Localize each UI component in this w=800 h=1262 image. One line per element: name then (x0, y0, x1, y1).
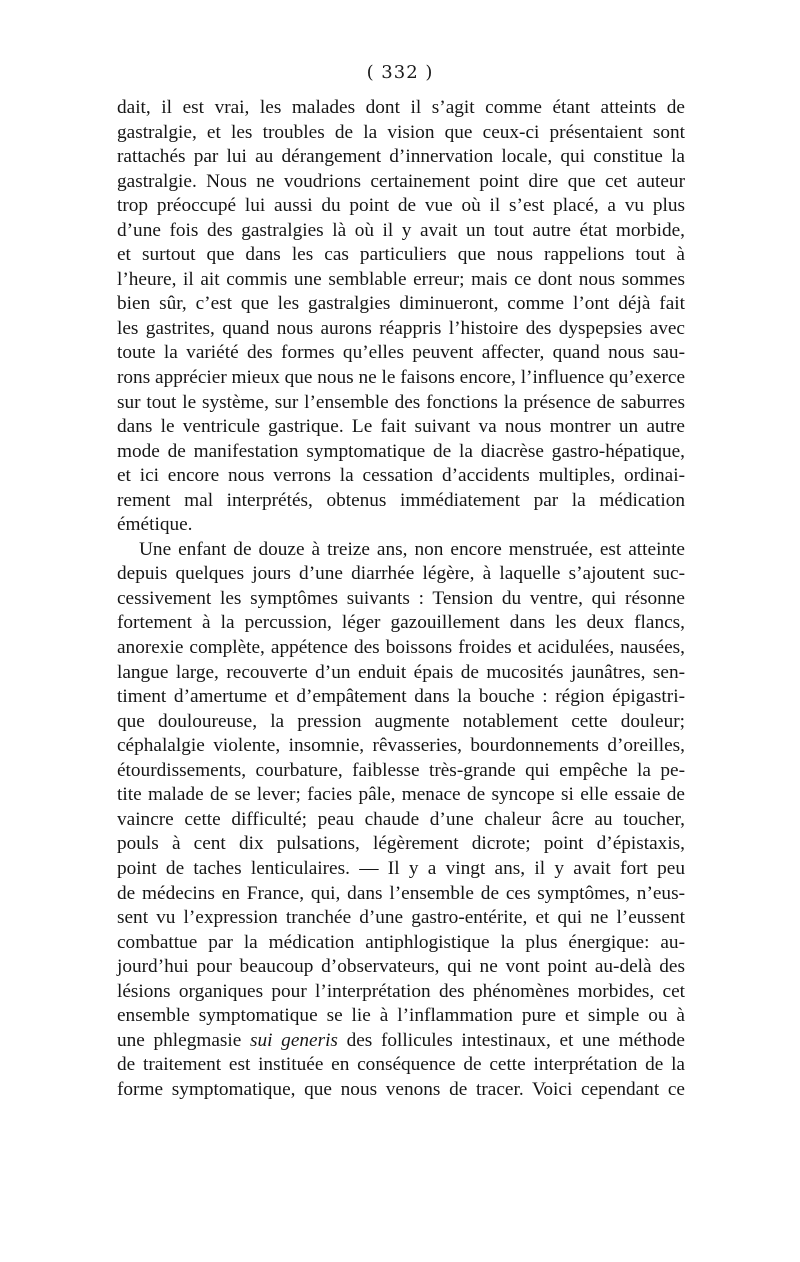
text-line: céphalalgie violente, insomnie, rêvasseries, bourdonnements d’oreilles, (117, 735, 685, 757)
text-line: combattue par la médication antiphlogistique la plus énergique: au- (117, 931, 685, 953)
text-line-italic (117, 1029, 685, 1054)
text-line: que douloureuse, la pression augmente notablement cette douleur; (117, 710, 685, 732)
text-line: étourdissements, courbature, faiblesse très-grande qui empêche la pe- (117, 759, 685, 781)
text-line: toute la variété des formes qu’elles peuvent affecter, quand nous sau- (117, 342, 685, 364)
text-line: d’une fois des gastralgies là où il y avait un tout autre état morbide, (117, 219, 685, 241)
text-line: jourd’hui pour beaucoup d’observateurs, qui ne vont point au-delà des (117, 956, 685, 978)
text-line: pouls à cent dix pulsations, légèrement dicrote; point d’épistaxis, (117, 833, 685, 855)
text-line: les gastrites, quand nous aurons réappris l’histoire des dyspepsies avec (117, 317, 685, 339)
text-line: rons apprécier mieux que nous ne le faisons encore, l’influence qu’exerce (117, 367, 686, 389)
text-line: anorexie complète, appétence des boissons froides et acidulées, nausées, (117, 637, 685, 659)
text-line: et surtout que dans les cas particuliers que nous rappelions tout à (117, 244, 685, 266)
text-line: bien sûr, c’est que les gastralgies diminueront, comme l’ont déjà fait (117, 293, 685, 315)
text-line: depuis quelques jours d’une diarrhée légère, à laquelle s’ajoutent suc- (117, 563, 685, 585)
paragraph-2 (117, 538, 685, 1103)
text-line: et ici encore nous verrons la cessation d’accidents multiples, ordinai- (117, 465, 685, 487)
text-line: de médecins en France, qui, dans l’ensemble de ces symptômes, n’eus- (117, 882, 685, 904)
text-line: sur tout le système, sur l’ensemble des fonctions la présence de saburres (117, 391, 685, 413)
body-text (117, 96, 685, 1102)
text-line: Une enfant de douze à treize ans, non encore menstruée, est atteinte (139, 538, 685, 560)
italic-phrase: sui generis (250, 1029, 338, 1051)
text-line: sent vu l’expression tranchée d’une gastro-entérite, et qui ne l’eussent (117, 907, 685, 929)
text-line: timent d’amertume et d’empâtement dans la bouche : région épigastri- (117, 686, 685, 708)
text-fragment: des follicules intestinaux, et une méthode (337, 1029, 685, 1051)
text-line: mode de manifestation symptomatique de la diacrèse gastro-hépatique, (117, 440, 685, 462)
text-line: forme symptomatique, que nous venons de tracer. Voici cependant ce (117, 1078, 685, 1100)
text-line: fortement à la percussion, léger gazouillement dans les deux flancs, (117, 612, 685, 634)
text-line: trop préoccupé lui aussi du point de vue où il s’est placé, a vu plus (117, 195, 685, 217)
text-line: gastralgie. Nous ne voudrions certainement point dire que cet auteur (117, 170, 685, 192)
text-line: dans le ventricule gastrique. Le fait suivant va nous montrer un autre (117, 416, 685, 438)
text-line: lésions organiques pour l’interprétation des phénomènes morbides, cet (117, 980, 685, 1002)
text-line: rattachés par lui au dérangement d’innervation locale, qui constitue la (117, 146, 685, 168)
text-line: dait, il est vrai, les malades dont il s’agit comme étant atteints de (117, 97, 685, 118)
text-line: émétique. (117, 514, 193, 536)
text-line: cessivement les symptômes suivants : Tension du ventre, qui résonne (117, 587, 685, 609)
page-number: ( 332 ) (366, 62, 434, 83)
text-line: ensemble symptomatique se lie à l’inflammation pure et simple ou à (117, 1005, 685, 1027)
text-line: l’heure, il ait commis une semblable erreur; mais ce dont nous sommes (117, 268, 685, 290)
text-line: langue large, recouverte d’un enduit épais de mucosités jaunâtres, sen- (117, 661, 685, 683)
text-fragment: une phlegmasie (117, 1029, 250, 1051)
text-line: gastralgie, et les troubles de la vision que ceux-ci présentaient sont (117, 121, 685, 143)
text-line: vaincre cette difficulté; peau chaude d’une chaleur âcre au toucher, (117, 808, 685, 830)
text-line: point de taches lenticulaires. — Il y a vingt ans, il y avait fort peu (117, 857, 685, 879)
text-line: tite malade de se lever; facies pâle, menace de syncope si elle essaie de (117, 784, 685, 806)
paragraph-1 (117, 96, 685, 538)
text-line: rement mal interprétés, obtenus immédiatement par la médication (117, 489, 685, 511)
text-line: de traitement est instituée en conséquence de cette interprétation de la (117, 1054, 685, 1076)
